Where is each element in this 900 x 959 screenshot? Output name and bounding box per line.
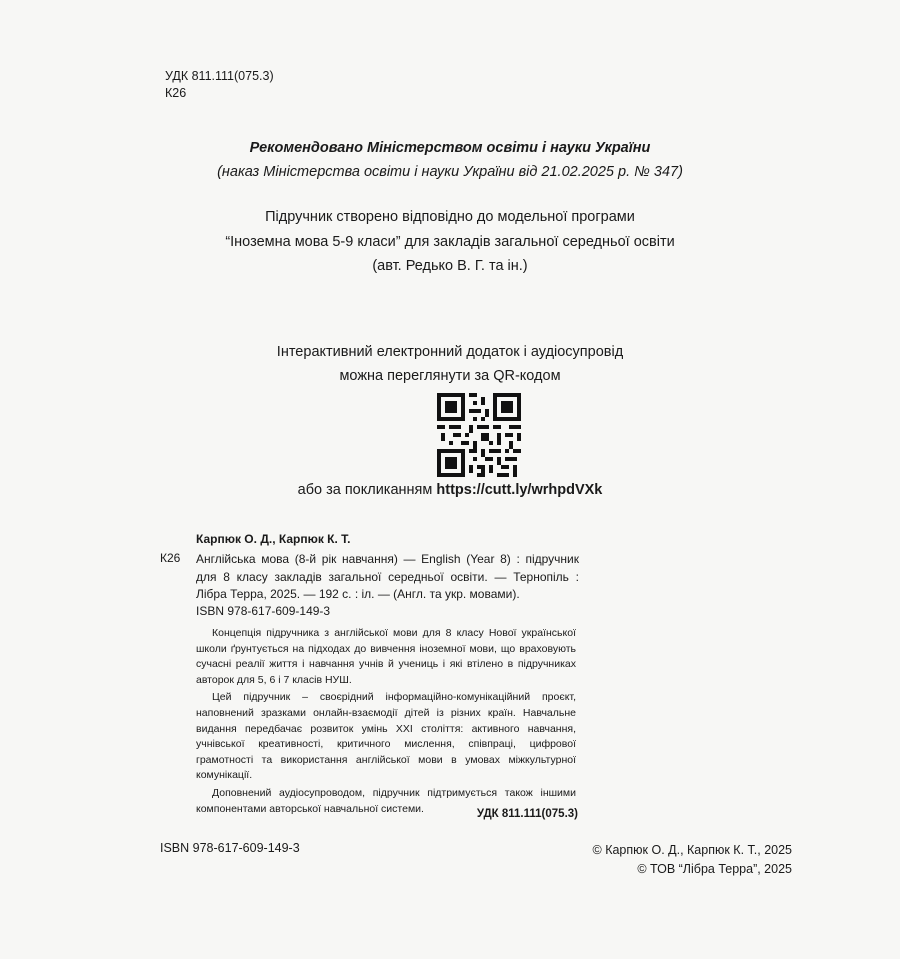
qr-code-icon[interactable] [437,393,521,477]
program-line-3: (авт. Редько В. Г. та ін.) [372,258,528,274]
copyright-authors: © Карпюк О. Д., Карпюк К. Т., 2025 [592,843,792,857]
program-line-2: “Іноземна мова 5-9 класи” для закладів загальної середньої освіти [225,233,675,250]
ministry-recommendation [0,136,900,184]
author-sign: К26 [165,86,187,100]
interactive-supplement-note [0,341,900,388]
annotation-paragraph-2: Цей підручник – своєрідний інформаційно-комунікаційний проєкт, наповнений зразками онлайн-взаємодії дітей із різних країн. Навчальне видання передбачає розвиток умінь XXI століття: активного навчання, учнівської креативності, критичного мислення, співпраці, цифрової грамотності та використання англійської мови в умовах міжкультурної комунікації. [196,691,576,782]
program-line-1: Підручник створено відповідно до модельної програми [265,209,635,225]
udk-code-bottom: УДК 811.111(075.3) [476,808,578,820]
isbn: ISBN 978-617-609-149-3 [160,841,300,855]
link-prefix: або за покликанням [297,482,437,498]
catalog-card-code: К26 [160,551,181,565]
copyright-block [560,841,792,879]
copyright-publisher: © ТОВ “Лібра Терра”, 2025 [637,862,792,876]
annotation-paragraph-3: Доповнений аудіосупроводом, підручник підтримується також іншими компонентами авторської навчальної системи. [196,786,576,815]
annotation [196,626,576,819]
catalog-card-authors: Карпюк О. Д., Карпюк К. Т. [196,532,351,546]
recommendation-order: (наказ Міністерства освіти і науки України від 21.02.2025 р. № 347) [217,164,683,180]
link-line [0,482,900,498]
interactive-line-2: можна переглянути за QR-кодом [339,367,561,384]
program-note [0,205,900,279]
annotation-paragraph-1: Концепція підручника з англійської мови для 8 класу Нової української школи ґрунтується на підходах до вивчення іноземної мови, що враховують сучасні реалії життя і навчання учнів й учениць і які втілено в підручниках авторок для 5, 6 і 7 класів НУШ. [196,627,576,686]
catalog-card-isbn: ISBN 978-617-609-149-3 [196,604,331,618]
interactive-line-1: Інтерактивний електронний додаток і аудіосупровід [276,344,624,360]
recommendation-title: Рекомендовано Міністерством освіти і науки України [249,140,651,156]
udk-code: УДК 811.111(075.3) [165,69,274,83]
udk-classification [165,68,274,102]
catalog-card-description: Англійська мова (8-й рік навчання) — English (Year 8) : підручник для 8 класу закладів загальної середньої освіти. — Тернопіль : Лібра Терра, 2025. — 192 с. : іл. — (Англ. та укр. мовами). [196,552,579,601]
short-url-link[interactable]: https://cutt.ly/wrhpdVXk [436,482,603,498]
